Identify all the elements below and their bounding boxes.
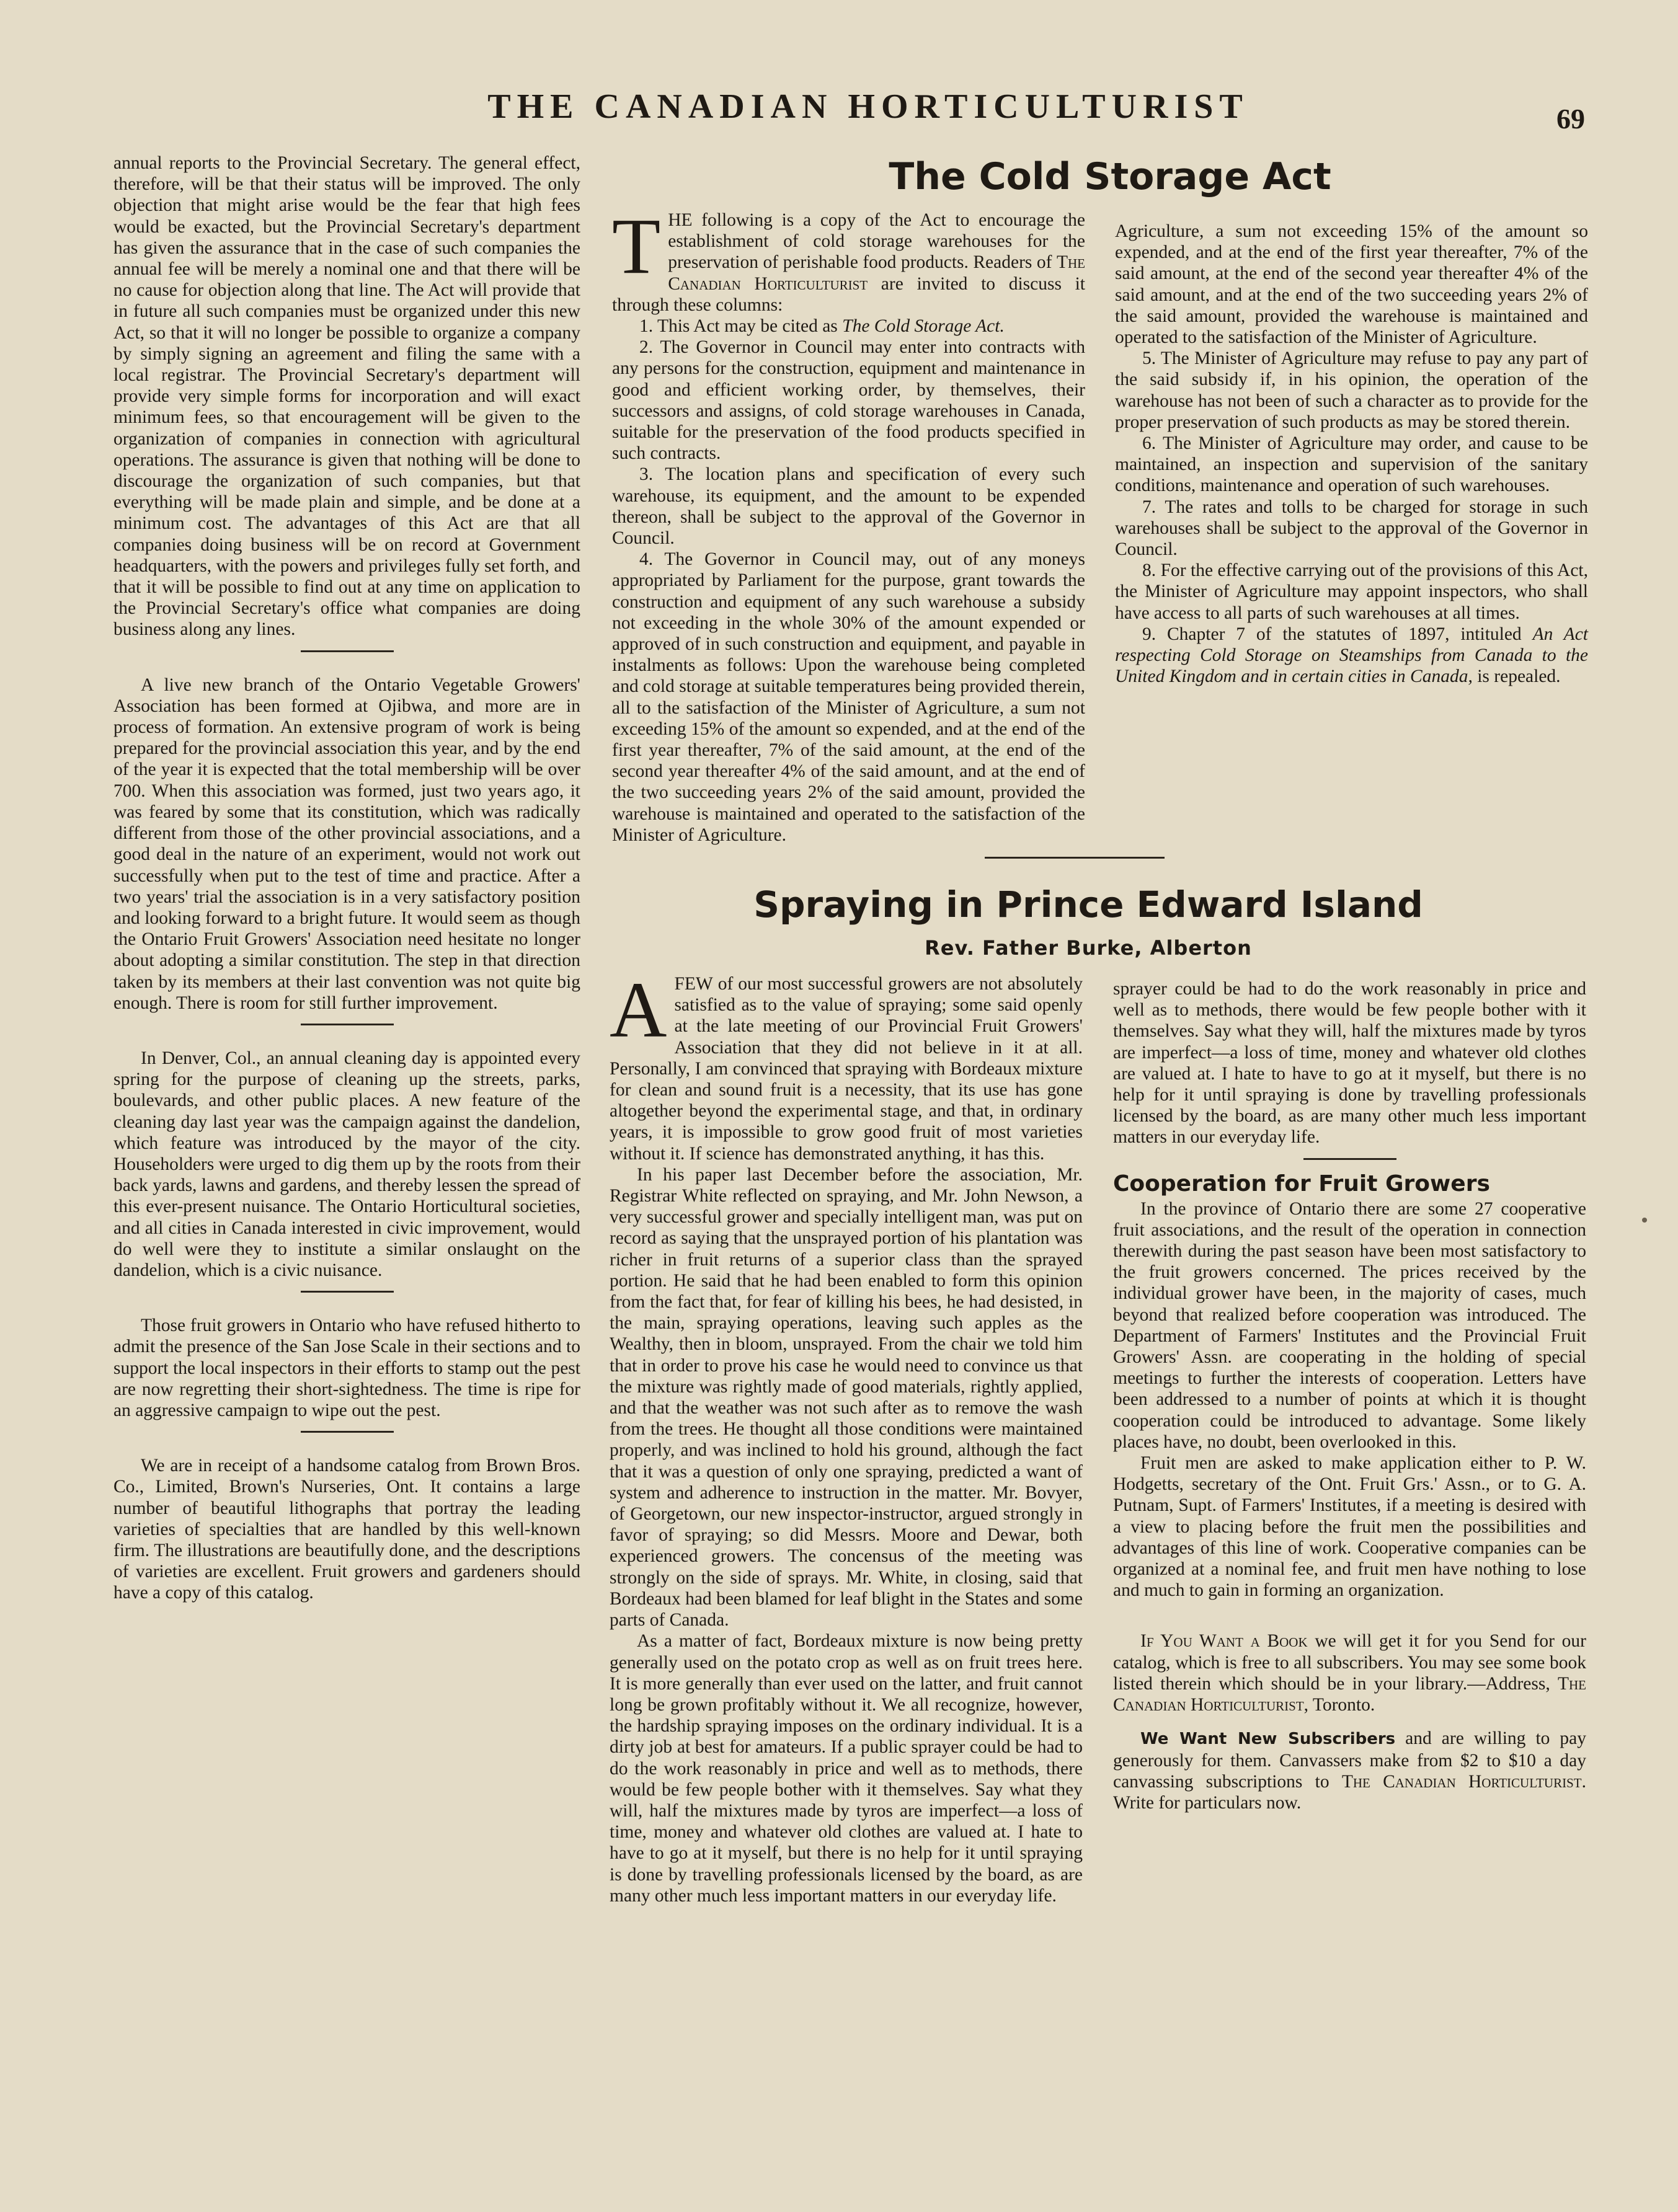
section-4: 4. The Governor in Council may, out of any moneys appropriated by Parliament for the purpose, grant towards the construction and equipment of any such warehouse a subsidy not exceeding in the whole 30% of the amount expended or approved of in such construction and equipment, and payable in instalments as follows: Upon the warehouse being completed and cold storage at suitable temperatures being provided therein, all to the satisfaction of the Minister of Agriculture, a sum not exceeding 15% of the amount so expended, and at the end of the first year thereafter, 7% of the said amount, at the end of the second year thereafter 4% of the said amount, and at the end of the two succeeding years 2% of the said amount, provided the warehouse is maintained and operated to the satisfaction of the Minister of Agriculture. (612, 549, 1085, 845)
spraying-column (610, 966, 1083, 1906)
cold-storage-intro: THE following is a copy of the Act to encourage the establishment of cold storage warehouses for the preservation of perishable food products. Readers of The Canadian Horticulturist are invited to discuss it through these columns: (612, 202, 1085, 315)
brown-bros-catalog-item: We are in receipt of a handsome catalog from Brown Bros. Co., Limited, Brown's Nurseries, Ont. It contains a large number of beautiful lithographs that portray the leading varieties of specialties that are handled by this well-known firm. The illustrations are beautifully done, and the descriptions of varieties are excellent. Fruit growers and gardeners should have a copy of this catalog. (113, 1456, 580, 1603)
spraying-para-2: In his paper last December before the association, Mr. Registrar White reflected on spraying, and Mr. John Newson, a very successful grower and specially intelligent man, was put on record as saying that the unsprayed portion of his plantation was richer in fruit returns of a superior class than the sprayed portion. He said that he had been enabled to form this opinion from the fact that, for fear of killing his bees, he had desisted, in the main, spraying operations, leaving such apples as the Wealthy, then in bloom, unsprayed. From the chair we told him that in order to prove his case he would need to convince us that the mixture was rightly made of good materials, rightly applied, and that the weather was not such after as to remove the wash from the trees. He thought all those conditions were maintained properly, and was inclined to hold his ground, although the fact that it was a question of only one spraying, predicted a want of system and adherence to instruction in the matter. Mr. Bovyer, of Georgetown, our new inspector-instructor, argued strongly in favor of spraying; so did Messrs. Moore and Dewar, both experienced growers. The concensus of the meeting was strongly on the side of sprays. Mr. White, in closing, said that Bordeaux had been blamed for leaf blight in the States and some parts of Canada. (610, 1164, 1083, 1630)
cold-storage-title: The Cold Storage Act (889, 155, 1331, 198)
divider (301, 1024, 394, 1025)
ovga-branch-item: A live new branch of the Ontario Vegetable Growers' Association has been formed at Ojibwa, and more are in process of formation. An extensive program of work is being prepared for the provincial association this year, and by the end of the year it is expected that the total membership will be over 700. When this association was formed, just two years ago, it was feared by some that its constitution, which was radically different from those of the other provincial associations, and a good deal in the nature of an experiment, would not work out successfully when put to the test of time and practice. After a two years' trial the association is in a very satisfactory position and looking forward to a bright future. It would seem as though the Ontario Fruit Growers' Association need hesitate no longer about adopting a similar constitution. The step in that direction taken by its members at their last convention was not quite big enough. There is room for still further improvement. (113, 675, 580, 1013)
spraying-byline: Rev. Father Burke, Alberton (925, 936, 1252, 960)
left-column (113, 153, 580, 1604)
subscribers-notice: We Want New Subscribers and are willing to pay generously for them. Canvassers make from $2 to $10 a day canvassing subscriptions to The Canadian Horticulturist. Write for particulars now. (1113, 1728, 1587, 1813)
spraying-para-1: AFEW of our most successful growers are not absolutely satisfied as to the value of spraying; some said openly at the late meeting of our Provincial Fruit Growers' Association that they did not believe in it at all. Personally, I am convinced that spraying with Bordeaux mixture for clean and sound fruit is a necessity, that its use has gone altogether beyond the experimental stage, and that, in ordinary years, it is impossible to grow good fruit of most varieties without it. If science has demonstrated anything, it has this. (610, 966, 1083, 1164)
divider (301, 650, 394, 652)
spraying-title: Spraying in Prince Edward Island (753, 883, 1423, 926)
divider (1303, 1158, 1396, 1160)
cold-storage-column-1 (612, 202, 1085, 845)
section-2: 2. The Governor in Council may enter into contracts with any persons for the construction, equipment and maintenance in good and efficient working order, by themselves, their successors and assigns, of cold storage warehouses in Canada, suitable for the preservation of the food products specified in such contracts. (612, 337, 1085, 464)
denver-cleaning-item: In Denver, Col., an annual cleaning day is appointed every spring for the purpose of cleaning up the streets, parks, boulevards, and other public places. A new feature of the cleaning day last year was the campaign against the dandelion, which feature was introduced by the mayor of the city. Householders were urged to dig them up by the roots from their back yards, lawns and gardens, and thereby lessen the spread of this ever-present nuisance. The Ontario Horticultural societies, and all cities in Canada interested in civic improvement, would do well were they to institute a similar onslaught on the dandelion, which is a civic nuisance. (113, 1048, 580, 1280)
dropcap-a: A (610, 966, 667, 1054)
right-lower-column (1113, 978, 1586, 1813)
cooperation-title: Cooperation for Fruit Growers (1113, 1170, 1490, 1197)
cold-storage-column-2 (1115, 221, 1588, 687)
section-1: 1. This Act may be cited as The Cold Storage Act. (639, 316, 1005, 337)
page-number: 69 (1556, 103, 1585, 135)
section-9: 9. Chapter 7 of the statutes of 1897, intituled An Act respecting Cold Storage on Steamships from Canada to the United Kingdom and in certain cities in Canada, is repealed. (1115, 624, 1588, 687)
print-speck (1642, 1218, 1647, 1223)
article-continuation: annual reports to the Provincial Secretary. The general effect, therefore, will be that their status will be improved. The only objection that might arise would be the fear that high fees would be exacted, but the Provincial Secretary's department has given the assurance that in the case of such companies the annual fee will be merely a nominal one and that there will be no cause for objection along that line. The Act will provide that in future all such companies must be organized under this new Act, so that it will no longer be possible to organize a company by simply signing an agreement and filing the same with a local registrar. The Provincial Secretary's department will provide very simple forms for incorporation and will exact minimum fees, so that encouragement will be given to the organization of companies in connection with agricultural operations. The assurance is given that nothing will be done to discourage the organization of such companies, but that everything will be made plain and simple, and be done at a minimum cost. The advantages of this Act are that all companies doing business will be on record at Government headquarters, with the powers and privileges fully set forth, and that it will be possible to find out at any time on application to the Provincial Secretary's office what companies are doing business along any lines. (113, 153, 580, 640)
cooperation-para-1: In the province of Ontario there are some 27 cooperative fruit associations, and the result of the operation in connection therewith during the past season have been most satisfactory to the fruit growers concerned. The prices received by the individual grower have been, in the majority of cases, much beyond that realized before cooperation was introduced. The Department of Farmers' Institutes and the Provincial Fruit Growers' Assn. are cooperating in the holding of special meetings to further the interests of cooperation. Letters have been addressed to a number of points at which it is thought cooperation could be introduced to advantage. Some likely places have, no doubt, been overlooked in this. (1113, 1198, 1586, 1452)
section-6: 6. The Minister of Agriculture may order, and cause to be maintained, an inspection and supervision of the sanitary conditions, maintenance and operation of such warehouses. (1115, 433, 1588, 496)
spraying-para-3-continued: sprayer could be had to do the work reasonably in price and well as to methods, there would be few people bother with it themselves. Say what they will, half the mixtures made by tyros are imperfect—a loss of time, money and whatever old clothes are valued at. I hate to have to go at it myself, but there is no help for it until spraying is done by travelling professionals licensed by the board, as are many other much less important matters in our everyday life. (1113, 979, 1586, 1148)
divider (301, 1291, 394, 1293)
section-5: 5. The Minister of Agriculture may refuse to pay any part of the said subsidy if, in his opinion, the operation of the warehouse has not been of such a character as to provide for the proper preservation of such products as may be stored therein. (1115, 348, 1588, 432)
section-4-continued: Agriculture, a sum not exceeding 15% of the amount so expended, and at the end of the first year thereafter, 7% of the said amount, at the end of the second year thereafter 4% of the said amount, and at the end of the two succeeding years 2% of the said amount, provided the warehouse is maintained and operated to the satisfaction of the Minister of Agriculture. (1115, 221, 1588, 348)
section-divider (985, 857, 1165, 859)
running-header: THE CANADIAN HORTICULTURIST (487, 87, 1249, 126)
section-3: 3. The location plans and specification of every such warehouse, its equipment, and the amount to be expended thereon, shall be subject to the approval of the Governor in Council. (612, 464, 1085, 549)
spraying-para-3: As a matter of fact, Bordeaux mixture is now being pretty generally used on the potato crop as well as on fruit trees here. It is more generally than ever used on the latter, and fruit cannot long be grown profitably without it. We all recognize, however, the hardship spraying imposes on the ordinary individual. It is a dirty job at best for amateurs. If a public sprayer could be had to do the work reasonably in price and well as to methods, there would be few people bother with it themselves. Say what they will, half the mixtures made by tyros are imperfect—a loss of time, money and whatever old clothes are valued at. I hate to have to go at it myself, but there is no help for it until spraying is done by travelling professionals licensed by the board, as are many other much less important matters in our everyday life. (610, 1631, 1083, 1906)
section-8: 8. For the effective carrying out of the provisions of this Act, the Minister of Agriculture may appoint inspectors, who shall have access to all parts of such warehouses at all times. (1115, 560, 1588, 623)
section-7: 7. The rates and tolls to be charged for storage in such warehouses shall be subject to the approval of the Governor in Council. (1115, 497, 1588, 560)
dropcap-t: T (612, 202, 661, 290)
magazine-name: The Canadian Horticulturist (668, 252, 1085, 294)
divider (301, 1431, 394, 1433)
book-notice: If You Want a Book we will get it for you Send for our catalog, which is free to all subscribers. You may see some book listed therein which should be in your library.—Address, The Canadian Horticulturist, Toronto. (1113, 1631, 1586, 1715)
cooperation-para-2: Fruit men are asked to make application either to P. W. Hodgetts, secretary of the Ont. Fruit Grs.' Assn., or to G. A. Putnam, Supt. of Farmers' Institutes, if a meeting is desired with a view to placing before the fruit men the possibilities and advantages of this line of work. Cooperative companies can be organized at a nominal fee, and fruit men have nothing to lose and much to gain in forming an organization. (1113, 1453, 1586, 1601)
san-jose-scale-item: Those fruit growers in Ontario who have refused hitherto to admit the presence of the San Jose Scale in their sections and to support the local inspectors in their efforts to stamp out the pest are now regretting their short-sightedness. The time is ripe for an aggressive campaign to wipe out the pest. (113, 1316, 580, 1420)
